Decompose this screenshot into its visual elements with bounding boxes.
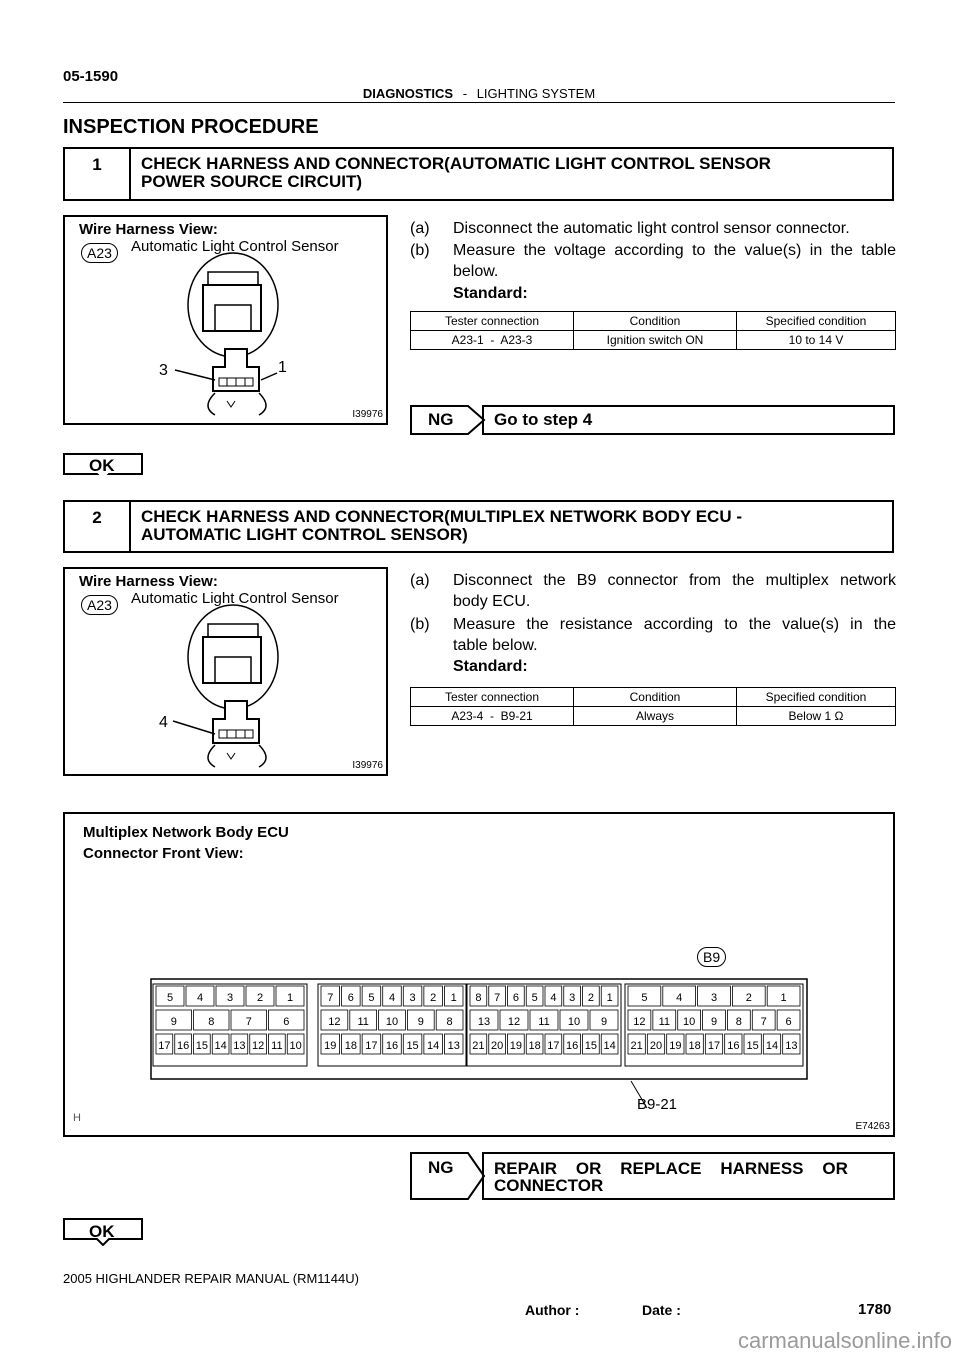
ng-label: NG	[428, 1158, 454, 1177]
ng-action-box	[482, 405, 895, 435]
ecu-connector-drawing	[65, 814, 893, 1135]
date-label: Date :	[642, 1302, 681, 1318]
step-1-figure	[63, 215, 388, 425]
ecu-pin-label: 16	[177, 1040, 190, 1052]
ecu-pin-label: 21	[472, 1040, 485, 1052]
ng-label: NG	[428, 410, 454, 429]
ecu-pin-label: 15	[746, 1040, 759, 1052]
table-header: Tester connection	[411, 688, 574, 707]
ecu-pin-label: 5	[531, 992, 538, 1004]
ecu-pin-label: 8	[446, 1016, 453, 1028]
ecu-pin-label: 1	[286, 992, 294, 1004]
ecu-pin-label: 10	[385, 1016, 399, 1028]
table-cell: Ignition switch ON	[574, 331, 737, 350]
step-2-item-a	[410, 570, 896, 612]
ecu-pin-label: 19	[509, 1040, 522, 1052]
ok-label: OK	[89, 1222, 115, 1241]
table-header: Condition	[574, 312, 737, 331]
ecu-pin-label: 2	[745, 992, 752, 1004]
ecu-pin-label: 11	[658, 1016, 670, 1028]
ecu-pin-label: 11	[357, 1016, 369, 1028]
step-2-title-line1: CHECK HARNESS AND CONNECTOR(MULTIPLEX NETWORK BODY ECU -	[141, 507, 742, 526]
ecu-pin-label: 11	[271, 1040, 283, 1052]
ecu-pin-label: 9	[417, 1016, 424, 1028]
component-name: Automatic Light Control Sensor	[131, 238, 339, 255]
ecu-pin-label: 12	[252, 1040, 265, 1052]
table-header: Specified condition	[737, 312, 896, 331]
ecu-pin-label: 20	[491, 1040, 504, 1052]
ng-action-text: Go to step 4	[494, 410, 593, 429]
header-subsection: LIGHTING SYSTEM	[476, 86, 596, 101]
item-label: (b)	[410, 616, 430, 633]
ecu-pin-label: 8	[208, 1016, 215, 1028]
item-label: (b)	[410, 242, 430, 259]
wire-harness-heading: Wire Harness View:	[79, 221, 218, 238]
table-header: Condition	[574, 688, 737, 707]
ecu-pin-label: 2	[256, 992, 264, 1004]
ecu-pin-label: 1	[780, 992, 787, 1004]
figure-id: I39976	[352, 409, 383, 420]
item-text: Measure the resistance according to the value(s) in the	[453, 616, 896, 633]
header-separator: -	[462, 86, 468, 101]
item-label: (a)	[410, 220, 430, 237]
step-2-title	[131, 502, 892, 551]
ecu-pin-label: 18	[528, 1040, 541, 1052]
ecu-pin-label: 18	[344, 1040, 357, 1052]
ecu-pin-label: 7	[245, 1016, 252, 1028]
table-row	[411, 707, 896, 726]
pin-3-label: 3	[159, 362, 168, 379]
ecu-pin-label: 13	[785, 1040, 798, 1052]
ecu-pin-label: 4	[550, 992, 557, 1004]
ecu-pin-label: 9	[710, 1016, 718, 1028]
step-1-spec-table	[410, 311, 896, 350]
connector-a23-badge: A23	[81, 243, 118, 263]
table-cell: Below 1 Ω	[737, 707, 896, 726]
ecu-pin-label: 4	[676, 992, 683, 1004]
table-header-row	[411, 312, 896, 331]
ecu-pin-label: 4	[388, 992, 396, 1004]
table-cell: A23-1 - A23-3	[411, 331, 574, 350]
ecu-pin-label: 13	[447, 1040, 460, 1052]
ecu-pin-label: 15	[406, 1040, 419, 1052]
ecu-heading-line2: Connector Front View:	[83, 845, 244, 862]
ecu-pin-label: 8	[735, 1016, 742, 1028]
item-text-cont: body ECU.	[453, 593, 531, 610]
ok-label: OK	[89, 456, 115, 475]
table-header-row	[411, 688, 896, 707]
item-label: (a)	[410, 572, 430, 589]
ecu-pin-label: 2	[587, 992, 594, 1004]
ecu-pin-label: 12	[328, 1016, 341, 1028]
ecu-pin-label: 14	[427, 1040, 440, 1052]
ecu-pin-label: 7	[494, 992, 501, 1004]
ecu-pin-label: 14	[765, 1040, 779, 1052]
manual-footer: 2005 HIGHLANDER REPAIR MANUAL (RM1144U)	[63, 1271, 359, 1286]
ecu-pin-label: 19	[324, 1040, 337, 1052]
pin-1-label: 1	[278, 359, 287, 376]
wire-harness-heading: Wire Harness View:	[79, 573, 218, 590]
ecu-pin-label: 5	[166, 992, 174, 1004]
pointer-label-b9-21: B9-21	[637, 1096, 678, 1113]
ecu-pin-label: 1	[450, 992, 457, 1004]
ecu-pin-label: 17	[707, 1040, 721, 1052]
table-header: Specified condition	[737, 688, 896, 707]
item-text-cont: below.	[453, 263, 499, 280]
ecu-pin-label: 20	[649, 1040, 663, 1052]
ecu-pin-label: 1	[606, 992, 613, 1004]
table-header: Tester connection	[411, 312, 574, 331]
item-text: Disconnect the B9 connector from the multiplex network	[453, 572, 896, 589]
ng-action-line1: REPAIR OR REPLACE HARNESS OR	[494, 1159, 848, 1178]
ecu-pin-label: 8	[475, 992, 482, 1004]
ecu-pin-label: 5	[641, 992, 648, 1004]
header-section: DIAGNOSTICS	[362, 86, 454, 101]
table-row	[411, 331, 896, 350]
step-1-item-a	[410, 218, 896, 239]
running-header	[63, 86, 895, 103]
pin-4-label: 4	[159, 714, 168, 731]
step-1-number: 1	[65, 149, 131, 199]
ecu-pin-label: 6	[785, 1016, 792, 1028]
ecu-pin-label: 4	[196, 992, 204, 1004]
ecu-pin-label: 10	[567, 1016, 581, 1028]
ecu-pin-label: 6	[283, 1016, 290, 1028]
standard-label: Standard:	[453, 658, 528, 675]
ecu-pin-label: 12	[507, 1016, 521, 1028]
ecu-connector-figure	[63, 812, 895, 1137]
ecu-pin-label: 10	[289, 1040, 302, 1052]
step-2-item-b	[410, 614, 896, 656]
table-cell: 10 to 14 V	[737, 331, 896, 350]
ecu-pin-label: 11	[538, 1016, 550, 1028]
ecu-pin-label: 3	[226, 992, 234, 1004]
connector-a23-badge: A23	[81, 595, 118, 615]
step-2-spec-table	[410, 687, 896, 726]
ecu-pin-label: 19	[669, 1040, 682, 1052]
step-1-item-b	[410, 240, 896, 282]
ng-action-line2: CONNECTOR	[494, 1176, 604, 1195]
standard-label: Standard:	[453, 285, 528, 302]
ecu-pin-label: 15	[195, 1040, 208, 1052]
ecu-pin-label: 6	[347, 992, 354, 1004]
ecu-pin-label: 13	[477, 1016, 491, 1028]
step-1-title	[131, 149, 892, 199]
ecu-pin-label: 9	[170, 1016, 177, 1028]
connector-b9-badge: B9	[697, 947, 726, 967]
item-text: Disconnect the automatic light control sensor connector.	[453, 220, 850, 237]
ecu-pin-label: 12	[633, 1016, 646, 1028]
step-1-title-line1: CHECK HARNESS AND CONNECTOR(AUTOMATIC LIGHT CONTROL SENSOR	[141, 154, 771, 173]
ecu-pin-label: 17	[158, 1040, 171, 1052]
ecu-pin-label: 3	[409, 992, 416, 1004]
ecu-pin-label: 9	[600, 1016, 608, 1028]
corner-mark: H	[73, 1112, 81, 1124]
ecu-pin-label: 17	[365, 1040, 378, 1052]
figure-id: I39976	[352, 760, 383, 771]
sensor-connector-drawing	[65, 217, 386, 423]
ecu-pin-label: 21	[630, 1040, 643, 1052]
ecu-pin-label: 13	[233, 1040, 246, 1052]
sensor-connector-drawing	[65, 569, 386, 774]
ecu-pin-label: 2	[430, 992, 437, 1004]
page-title: INSPECTION PROCEDURE	[63, 116, 319, 138]
ecu-pin-label: 6	[512, 992, 519, 1004]
ecu-pin-label: 15	[584, 1040, 597, 1052]
page-number: 1780	[858, 1301, 892, 1318]
ecu-pin-label: 5	[368, 992, 375, 1004]
ecu-pin-label: 16	[385, 1040, 399, 1052]
item-text: Measure the voltage according to the value(s) in the table	[453, 242, 896, 259]
page-code: 05-1590	[63, 68, 119, 85]
table-cell: Always	[574, 707, 737, 726]
ecu-pin-label: 3	[710, 992, 718, 1004]
ecu-pin-label: 7	[760, 1016, 767, 1028]
ecu-pin-label: 3	[569, 992, 576, 1004]
step-2-title-line2: AUTOMATIC LIGHT CONTROL SENSOR)	[141, 525, 468, 544]
ecu-pin-label: 18	[688, 1040, 701, 1052]
watermark: carmanualsonline.info	[737, 1328, 952, 1353]
ecu-pin-label: 17	[547, 1040, 560, 1052]
ecu-pin-label: 7	[327, 992, 334, 1004]
author-label: Author :	[525, 1302, 580, 1318]
step-1-title-line2: POWER SOURCE CIRCUIT)	[141, 172, 362, 191]
figure-id: E74263	[855, 1121, 890, 1132]
ecu-pin-label: 10	[683, 1016, 696, 1028]
ecu-pin-label: 16	[566, 1040, 579, 1052]
step-2-header	[63, 500, 894, 553]
ecu-heading-line1: Multiplex Network Body ECU	[83, 824, 289, 841]
item-text-cont: table below.	[453, 637, 538, 654]
ecu-pin-label: 14	[603, 1040, 616, 1052]
step-2-figure	[63, 567, 388, 776]
step-2-number: 2	[65, 502, 131, 551]
step-1-header	[63, 147, 894, 201]
ecu-pin-label: 14	[214, 1040, 227, 1052]
ng-action-box	[482, 1152, 895, 1200]
table-cell: A23-4 - B9-21	[411, 707, 574, 726]
ecu-pin-label: 16	[727, 1040, 740, 1052]
component-name: Automatic Light Control Sensor	[131, 590, 339, 607]
